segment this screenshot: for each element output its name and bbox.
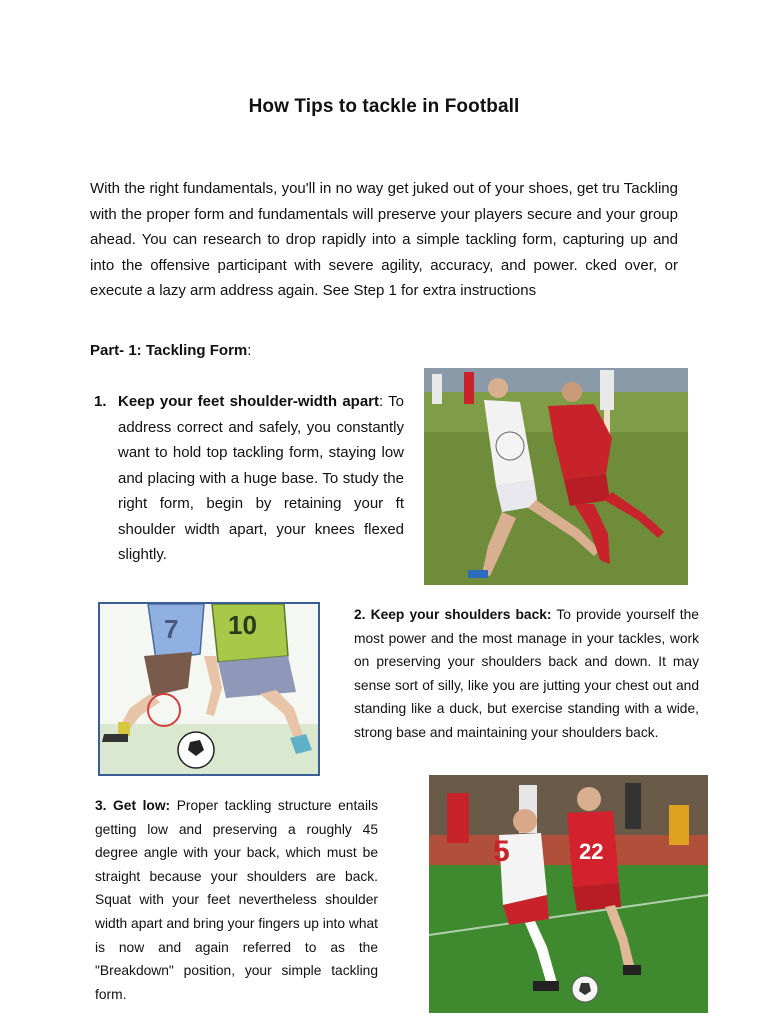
step-3-number: 3. xyxy=(95,798,107,813)
step-3-title: Get low: xyxy=(113,798,171,813)
step-2-title: Keep your shoulders back: xyxy=(370,607,552,622)
player-10-number: 10 xyxy=(228,610,257,640)
document-title: How Tips to tackle in Football xyxy=(248,96,520,117)
part-heading-colon: : xyxy=(247,342,252,359)
photo-players-graphic xyxy=(424,368,688,585)
photo-womens-match xyxy=(429,775,708,1013)
step-1-body: To address correct and safely, you constantly want to hold top tackling form, staying low and placing with a huge base. To study the right form, begin by retaining your ft shoulder width apart, your knees flexed slightly. xyxy=(118,393,404,563)
part-heading xyxy=(90,342,251,359)
step-1-separator: : xyxy=(379,393,384,410)
step-2-number: 2. xyxy=(354,607,366,622)
step-3-paragraph xyxy=(95,794,378,1006)
step-2-paragraph xyxy=(354,603,699,745)
illustration-graphic xyxy=(100,604,318,774)
photo2-ball xyxy=(572,976,598,1002)
illustration-ball xyxy=(178,732,214,768)
intro-paragraph: With the right fundamentals, you'll in no way get juked out of your shoes, get tru Tackling with the proper form and fundamentals will preserve your players secure and your group ahead. You can research to drop rapidly into a simple tackling form, capturing up and into the offensive participant with severe agility, accuracy, and power. cked over, or execute a lazy arm address again. See Step 1 for extra instructions xyxy=(90,180,678,300)
player-7-number: 7 xyxy=(164,614,179,644)
step-2-body: To provide yourself the most power and the most manage in your tackles, work on preserving your shoulders back and down. It may sense sort of silly, like you are jutting your chest out and standing like a duck, but exercise standing with a wide, strong base and maintaining your shoulders back. xyxy=(354,607,699,740)
step-3-body: Proper tackling structure entails getting low and preserving a roughly 45 degree angle with your back, which must be straight because your shoulders are back. Squat with your feet nevertheless shoulder width apart and bring your fingers up into what is now and again referred to as the "Breakdown" position, your simple tackling form. xyxy=(95,798,379,1002)
photo1-ball xyxy=(496,432,524,460)
step-1-paragraph xyxy=(94,389,404,568)
photo2-track xyxy=(429,835,708,865)
illustration-tackle xyxy=(98,602,320,776)
photo-two-players-chasing-ball xyxy=(424,368,688,585)
photo-womens-graphic xyxy=(429,775,708,1013)
step-1-number: 1. xyxy=(94,393,107,410)
player-22-number: 22 xyxy=(579,839,604,864)
part-heading-text: Part- 1: Tackling Form xyxy=(90,342,248,359)
photo-stands xyxy=(424,368,688,392)
photo2-pitch xyxy=(429,865,708,1013)
step-1-title: Keep your feet shoulder-width apart xyxy=(118,393,379,410)
player-5-number: 5 xyxy=(493,835,510,868)
